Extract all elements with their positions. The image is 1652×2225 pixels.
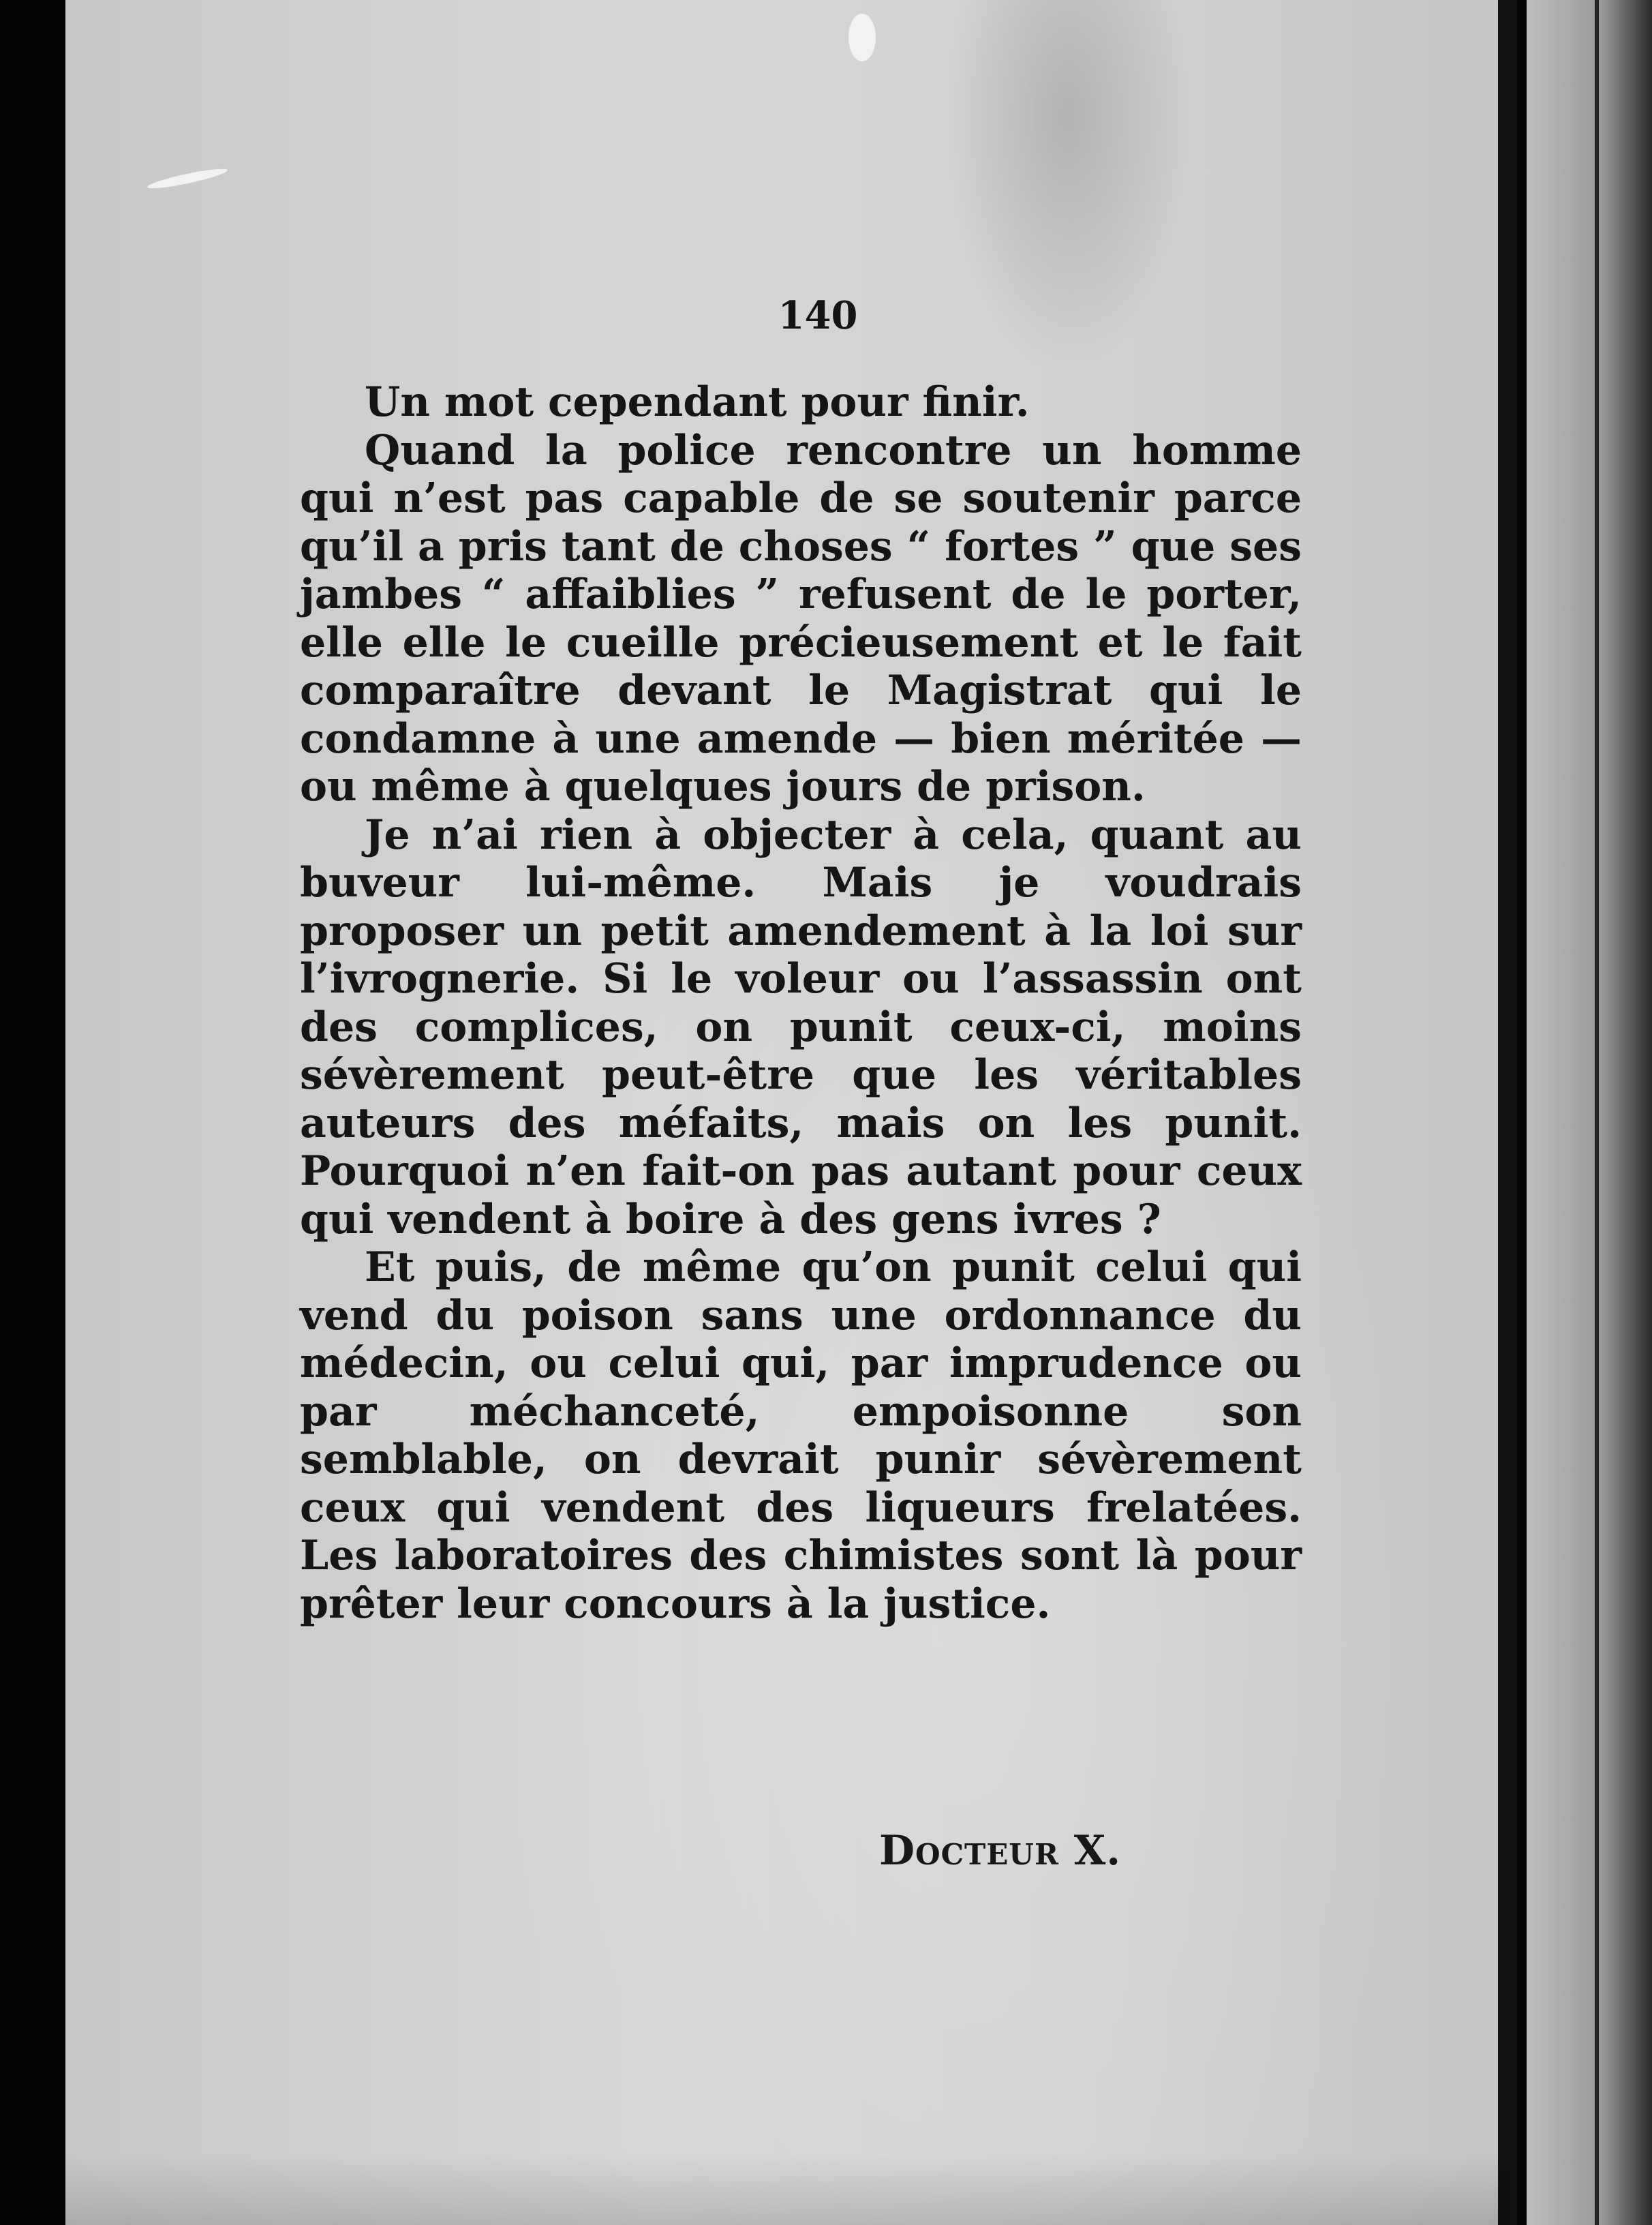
page-bottom-shade xyxy=(65,2154,1510,2225)
body-text xyxy=(300,378,1302,1628)
page-edge-shadow xyxy=(1498,0,1517,2225)
paragraph-2: Quand la police rencontre un homme qui n’est pas capable de se soutenir parce qu’il a pris tant de choses “ fortes ” que ses jambes “ affaiblies ” refusent de le porter, elle elle le cueille précieusement et le fait comparaître devant le Magistrat qui le condamne à une amende — bien méritée — ou même à quelques jours de prison. xyxy=(300,426,1302,811)
scan-speck xyxy=(848,14,876,61)
author-signature: Docteur X. xyxy=(879,1827,1122,1875)
adjacent-page-strip xyxy=(1527,0,1652,2225)
page-number: 140 xyxy=(778,293,858,338)
paragraph-3: Je n’ai rien à objecter à cela, quant au buveur lui-même. Mais je voudrais proposer un petit amendement à la loi sur l’ivrognerie. Si le voleur ou l’assassin ont des complices, on punit ceux-ci, moins sévèrement peut-être que les véritables auteurs des méfaits, mais on les punit. Pourquoi n’en fait-on pas autant pour ceux qui vendent à boire à des gens ivres ? xyxy=(300,811,1302,1243)
adjacent-page-edge-line xyxy=(1595,0,1599,2225)
paragraph-1: Un mot cependant pour finir. xyxy=(365,378,1030,426)
paragraph-4: Et puis, de même qu’on punit celui qui vend du poison sans une ordonnance du médecin, ou celui qui, par imprudence ou par méchanceté, empoisonne son semblable, on devrait punir sévèrement ceux qui vendent des liqueurs frelatées. Les laboratoires des chimistes sont là pour prêter leur concours à la justice. xyxy=(300,1243,1302,1628)
